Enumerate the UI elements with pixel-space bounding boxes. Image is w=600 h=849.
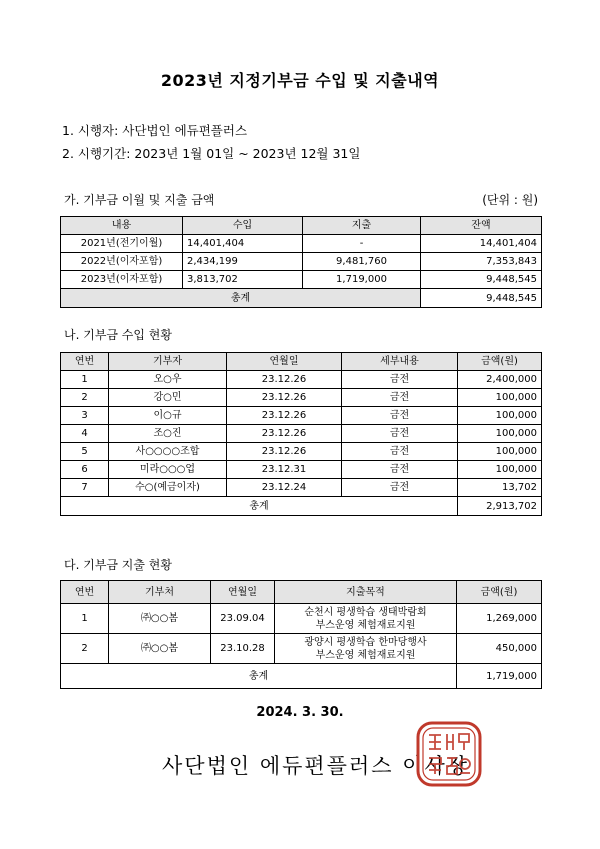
table-cell: 조○진 — [109, 425, 227, 443]
header-cell: 내용 — [61, 217, 183, 235]
table-row — [61, 425, 542, 443]
period-line: 2. 시행기간: 2023년 1월 01일 ~ 2023년 12월 31일 — [62, 146, 361, 161]
table-cell: 강○민 — [109, 389, 227, 407]
header-cell: 연번 — [61, 353, 109, 371]
table-cell: 금전 — [342, 407, 458, 425]
total-label: 총계 — [61, 289, 421, 308]
table-cell: 100,000 — [458, 443, 542, 461]
header-cell: 기부처 — [109, 581, 211, 604]
table-row — [61, 479, 542, 497]
header-cell: 연월일 — [211, 581, 275, 604]
total-label: 총계 — [61, 497, 458, 516]
section-a-heading: 가. 기부금 이월 및 지출 금액 — [64, 193, 215, 207]
table-row — [61, 407, 542, 425]
table-cell: 100,000 — [458, 389, 542, 407]
table-cell: 23.12.26 — [227, 425, 342, 443]
header-cell: 금액(원) — [458, 353, 542, 371]
table-header-row — [61, 353, 542, 371]
table-row — [61, 461, 542, 479]
table-cell: 2,400,000 — [458, 371, 542, 389]
table-row — [61, 253, 542, 271]
purpose-cell — [275, 604, 457, 634]
header-cell: 수입 — [183, 217, 303, 235]
table-cell: 14,401,404 — [183, 235, 303, 253]
total-value: 1,719,000 — [457, 664, 542, 689]
table-cell: 450,000 — [457, 634, 542, 664]
purpose-cell — [275, 634, 457, 664]
operator-line: 1. 시행자: 사단법인 에듀편플러스 — [62, 123, 248, 138]
table-cell: 3,813,702 — [183, 271, 303, 289]
header-cell: 기부자 — [109, 353, 227, 371]
table-cell: 1 — [61, 604, 109, 634]
header-cell: 지출 — [303, 217, 421, 235]
official-seal-icon — [415, 720, 483, 788]
table-cell: 1,269,000 — [457, 604, 542, 634]
table-cell: 2021년(전기이월) — [61, 235, 183, 253]
purpose-line: 순천시 평생학습 생태박람회 — [304, 606, 427, 618]
table-cell: 9,448,545 — [421, 271, 542, 289]
section-c-heading: 다. 기부금 지출 현황 — [64, 558, 172, 572]
signature-line: 사단법인 에듀편플러스 이사장 — [162, 754, 470, 778]
table-cell: 2 — [61, 389, 109, 407]
table-cell: 미라○○○업 — [109, 461, 227, 479]
total-label: 총계 — [61, 664, 457, 689]
table-cell: 23.09.04 — [211, 604, 275, 634]
purpose-line: 부스운영 체험재료지원 — [315, 619, 416, 631]
table-row — [61, 389, 542, 407]
table-cell: 23.12.26 — [227, 371, 342, 389]
table-row — [61, 634, 542, 664]
table-cell: 23.12.26 — [227, 407, 342, 425]
table-cell: 금전 — [342, 425, 458, 443]
table-header-row — [61, 581, 542, 604]
table-header-row — [61, 217, 542, 235]
table-cell: 1,719,000 — [303, 271, 421, 289]
table-cell: 7,353,843 — [421, 253, 542, 271]
header-cell: 지출목적 — [275, 581, 457, 604]
income-table — [60, 352, 542, 516]
table-cell: 7 — [61, 479, 109, 497]
table-cell: 2022년(이자포함) — [61, 253, 183, 271]
table-cell: 금전 — [342, 371, 458, 389]
table-cell: 3 — [61, 407, 109, 425]
table-cell: 100,000 — [458, 425, 542, 443]
table-cell: 6 — [61, 461, 109, 479]
document-title: 2023년 지정기부금 수입 및 지출내역 — [160, 71, 440, 90]
purpose-line: 광양시 평생학습 한마당행사 — [304, 636, 427, 648]
header-cell: 금액(원) — [457, 581, 542, 604]
table-cell: 1 — [61, 371, 109, 389]
total-row — [61, 289, 542, 308]
table-row — [61, 604, 542, 634]
table-cell: 이○규 — [109, 407, 227, 425]
table-cell: 23.10.28 — [211, 634, 275, 664]
table-cell: 100,000 — [458, 407, 542, 425]
header-cell: 잔액 — [421, 217, 542, 235]
table-row — [61, 371, 542, 389]
table-cell: 금전 — [342, 389, 458, 407]
table-cell: 사○○○○조합 — [109, 443, 227, 461]
carryover-table — [60, 216, 542, 308]
table-cell: 금전 — [342, 443, 458, 461]
section-b-heading: 나. 기부금 수입 현황 — [64, 328, 172, 342]
table-cell: 5 — [61, 443, 109, 461]
table-cell: 금전 — [342, 479, 458, 497]
expense-table — [60, 580, 542, 689]
header-cell: 연월일 — [227, 353, 342, 371]
total-row — [61, 664, 542, 689]
issue-date: 2024. 3. 30. — [256, 705, 344, 720]
table-cell: 14,401,404 — [421, 235, 542, 253]
table-cell: 오○우 — [109, 371, 227, 389]
table-cell: 4 — [61, 425, 109, 443]
table-cell: 금전 — [342, 461, 458, 479]
table-cell: 23.12.31 — [227, 461, 342, 479]
table-row — [61, 235, 542, 253]
table-cell: ㈜○○봄 — [109, 634, 211, 664]
table-cell: 9,481,760 — [303, 253, 421, 271]
table-cell: 2 — [61, 634, 109, 664]
table-row — [61, 443, 542, 461]
purpose-line: 부스운영 체험재료지원 — [315, 649, 416, 661]
table-cell: - — [303, 235, 421, 253]
table-cell: ㈜○○봄 — [109, 604, 211, 634]
table-row — [61, 271, 542, 289]
table-cell: 23.12.26 — [227, 443, 342, 461]
table-cell: 2,434,199 — [183, 253, 303, 271]
unit-label: (단위 : 원) — [482, 193, 538, 207]
header-cell: 세부내용 — [342, 353, 458, 371]
header-cell: 연번 — [61, 581, 109, 604]
total-value: 9,448,545 — [421, 289, 542, 308]
table-cell: 2023년(이자포함) — [61, 271, 183, 289]
total-row — [61, 497, 542, 516]
total-value: 2,913,702 — [458, 497, 542, 516]
table-cell: 23.12.26 — [227, 389, 342, 407]
table-cell: 13,702 — [458, 479, 542, 497]
table-cell: 23.12.24 — [227, 479, 342, 497]
table-cell: 100,000 — [458, 461, 542, 479]
table-cell: 수○(예금이자) — [109, 479, 227, 497]
